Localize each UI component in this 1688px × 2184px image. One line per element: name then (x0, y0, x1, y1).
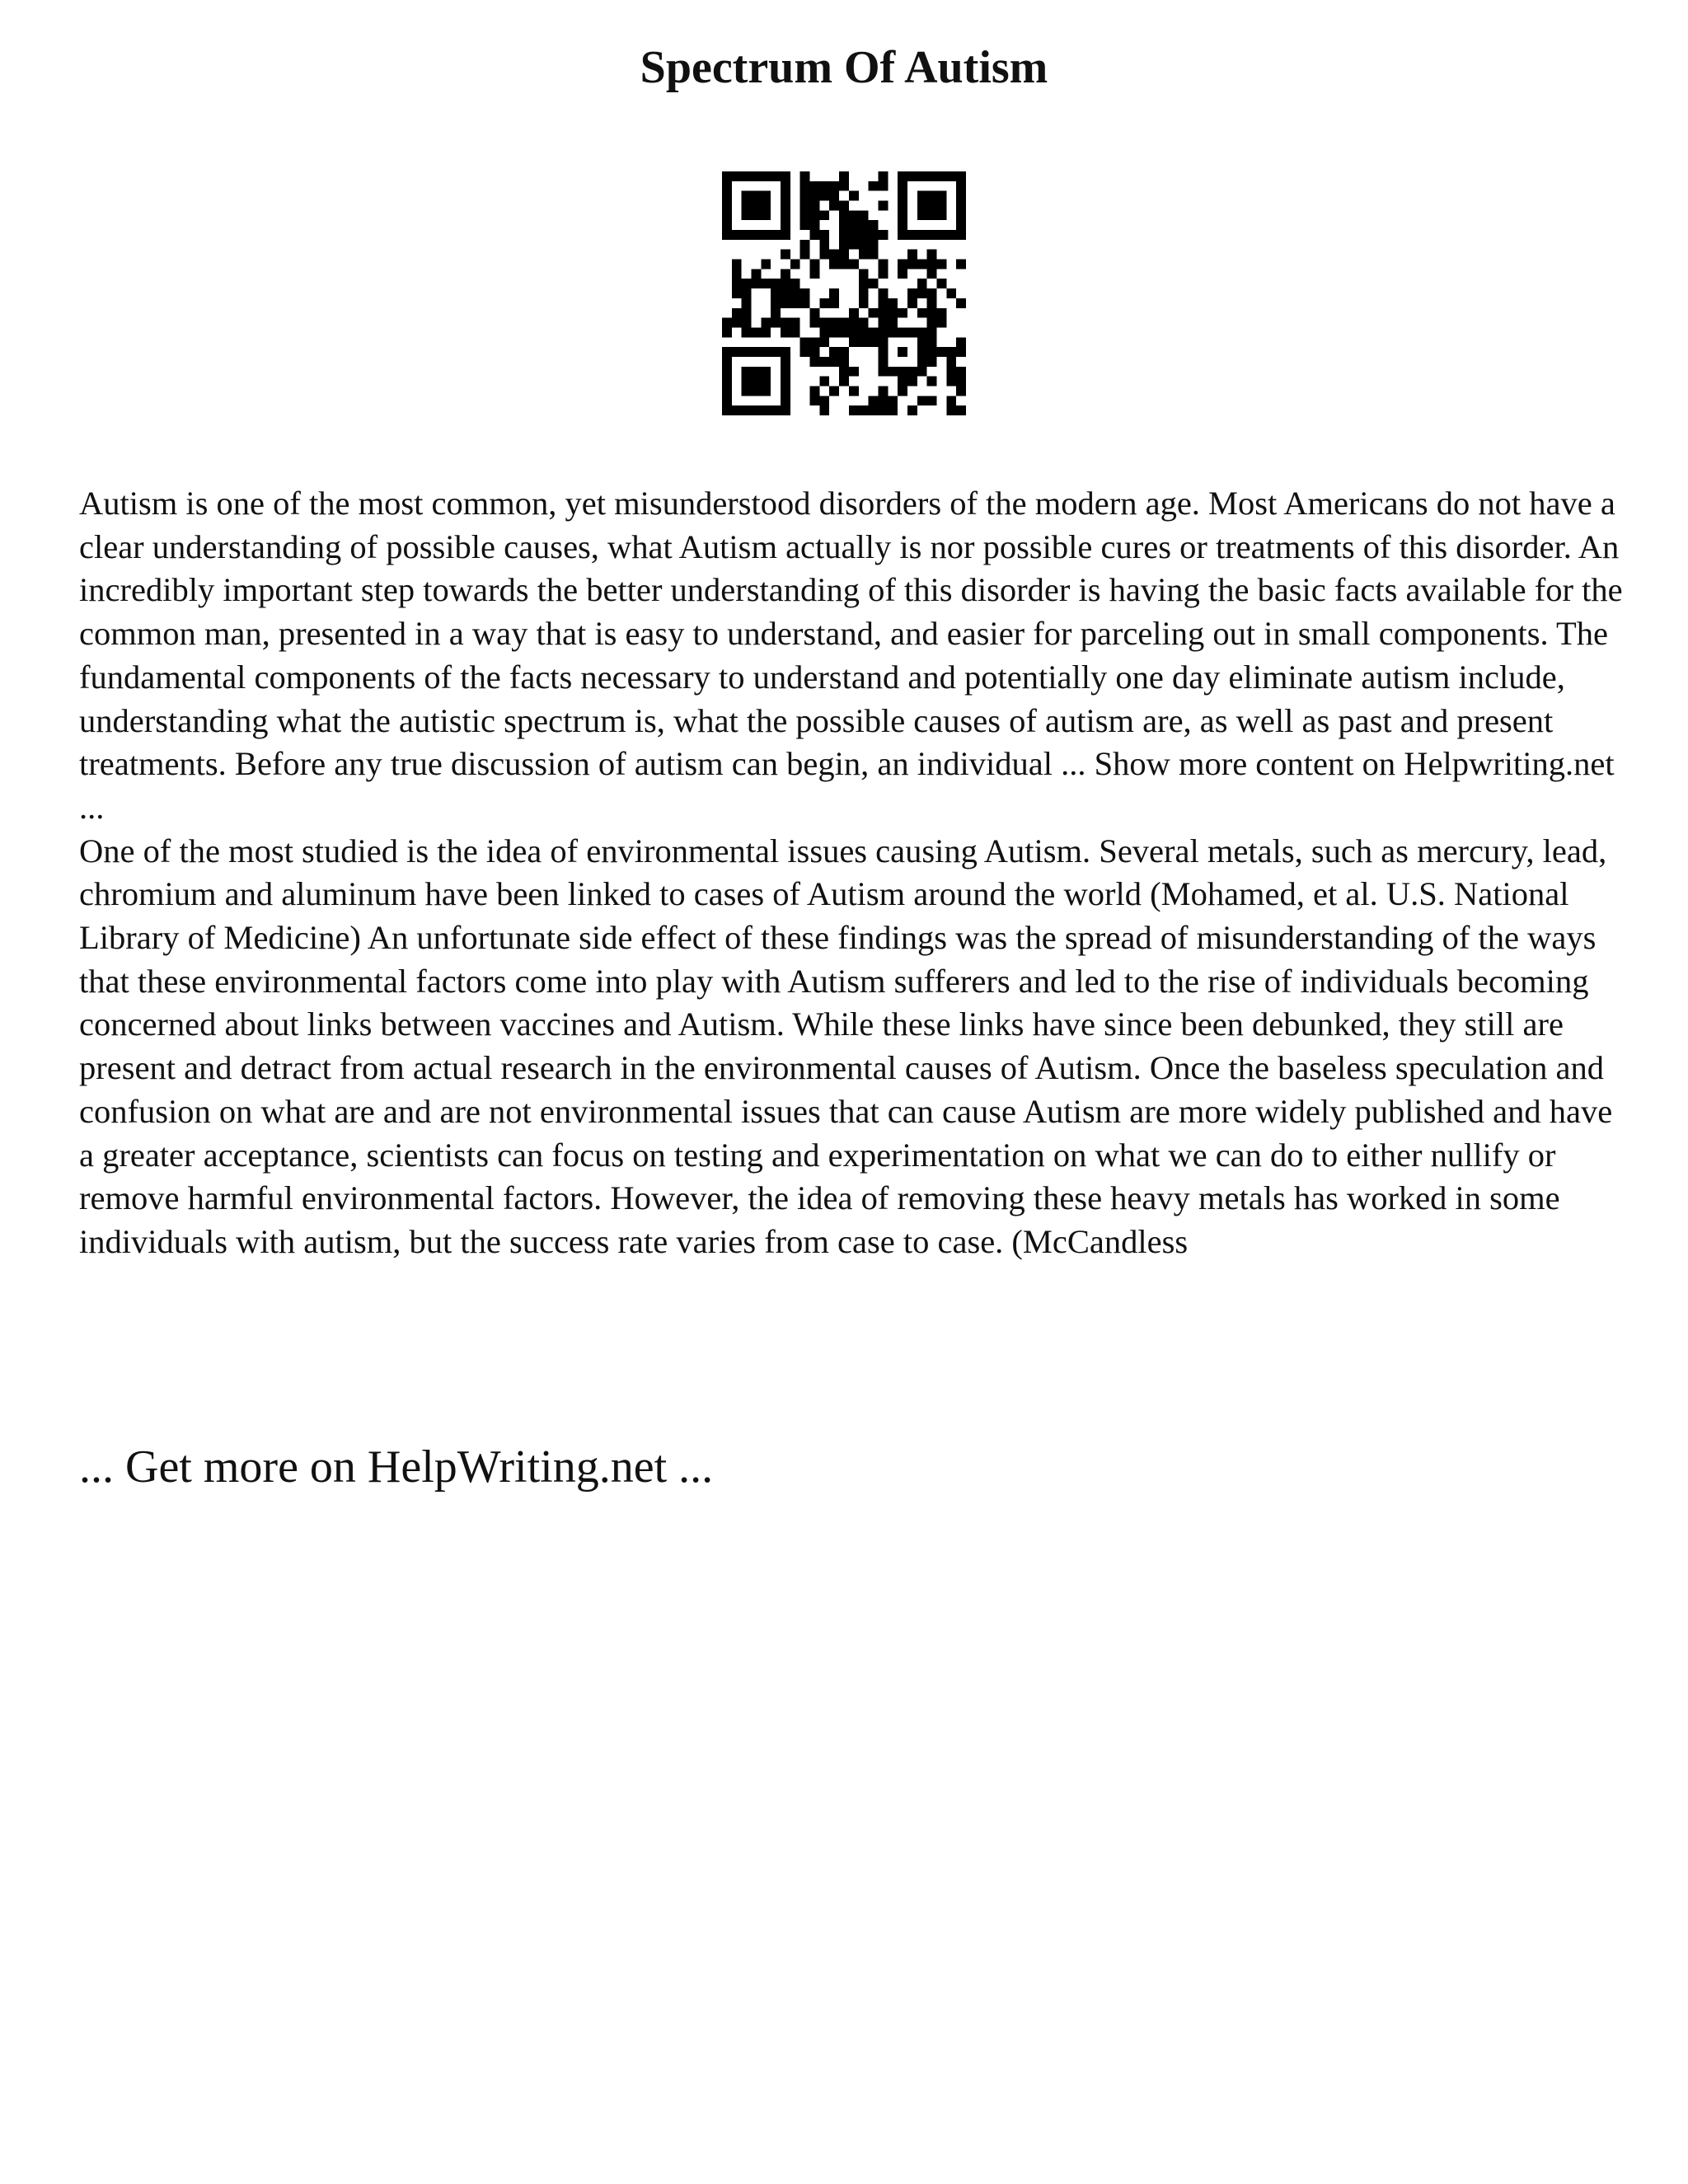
paragraph-environmental: One of the most studied is the idea of environmental issues causing Autism. Several metals, such as mercury, lead, chromium and aluminum have been linked to cases of Autism around the world (Mohamed, et al. U.S. National Library of Medicine) An unfortunate side effect of these findings was the spread of misunderstanding of the ways that these environmental factors come into play with Autism sufferers and led to the rise of individuals becoming concerned about links between vaccines and Autism. While these links have since been debunked, they still are present and detract from actual research in the environmental causes of Autism. Once the baseless speculation and confusion on what are and are not environmental issues that can cause Autism are more widely published and have a greater acceptance, scientists can focus on testing and experimentation on what we can do to either nullify or remove harmful environmental factors. However, the idea of removing these heavy metals has worked in some individuals with autism, but the success rate varies from case to case. (McCandless (79, 832, 1613, 1260)
qr-code-icon[interactable] (722, 171, 966, 415)
document-body (79, 482, 1629, 1264)
paragraph-intro: Autism is one of the most common, yet misunderstood disorders of the modern age. Most Americans do not have a clear understanding of possible causes, what Autism actually is nor possible cures or treatments of this disorder. An incredibly important step towards the better understanding of this disorder is having the basic facts available for the common man, presented in a way that is easy to understand, and easier for parceling out in small components. The fundamental components of the facts necessary to understand and potentially one day eliminate autism include, understanding what the autistic spectrum is, what the possible causes of autism are, as well as past and present treatments. Before any true discussion of autism can begin, an individual ... Show more content on Helpwriting.net ... (79, 485, 1623, 826)
page-title: Spectrum Of Autism (640, 42, 1048, 93)
get-more-link[interactable]: ... Get more on HelpWriting.net ... (79, 1441, 714, 1493)
